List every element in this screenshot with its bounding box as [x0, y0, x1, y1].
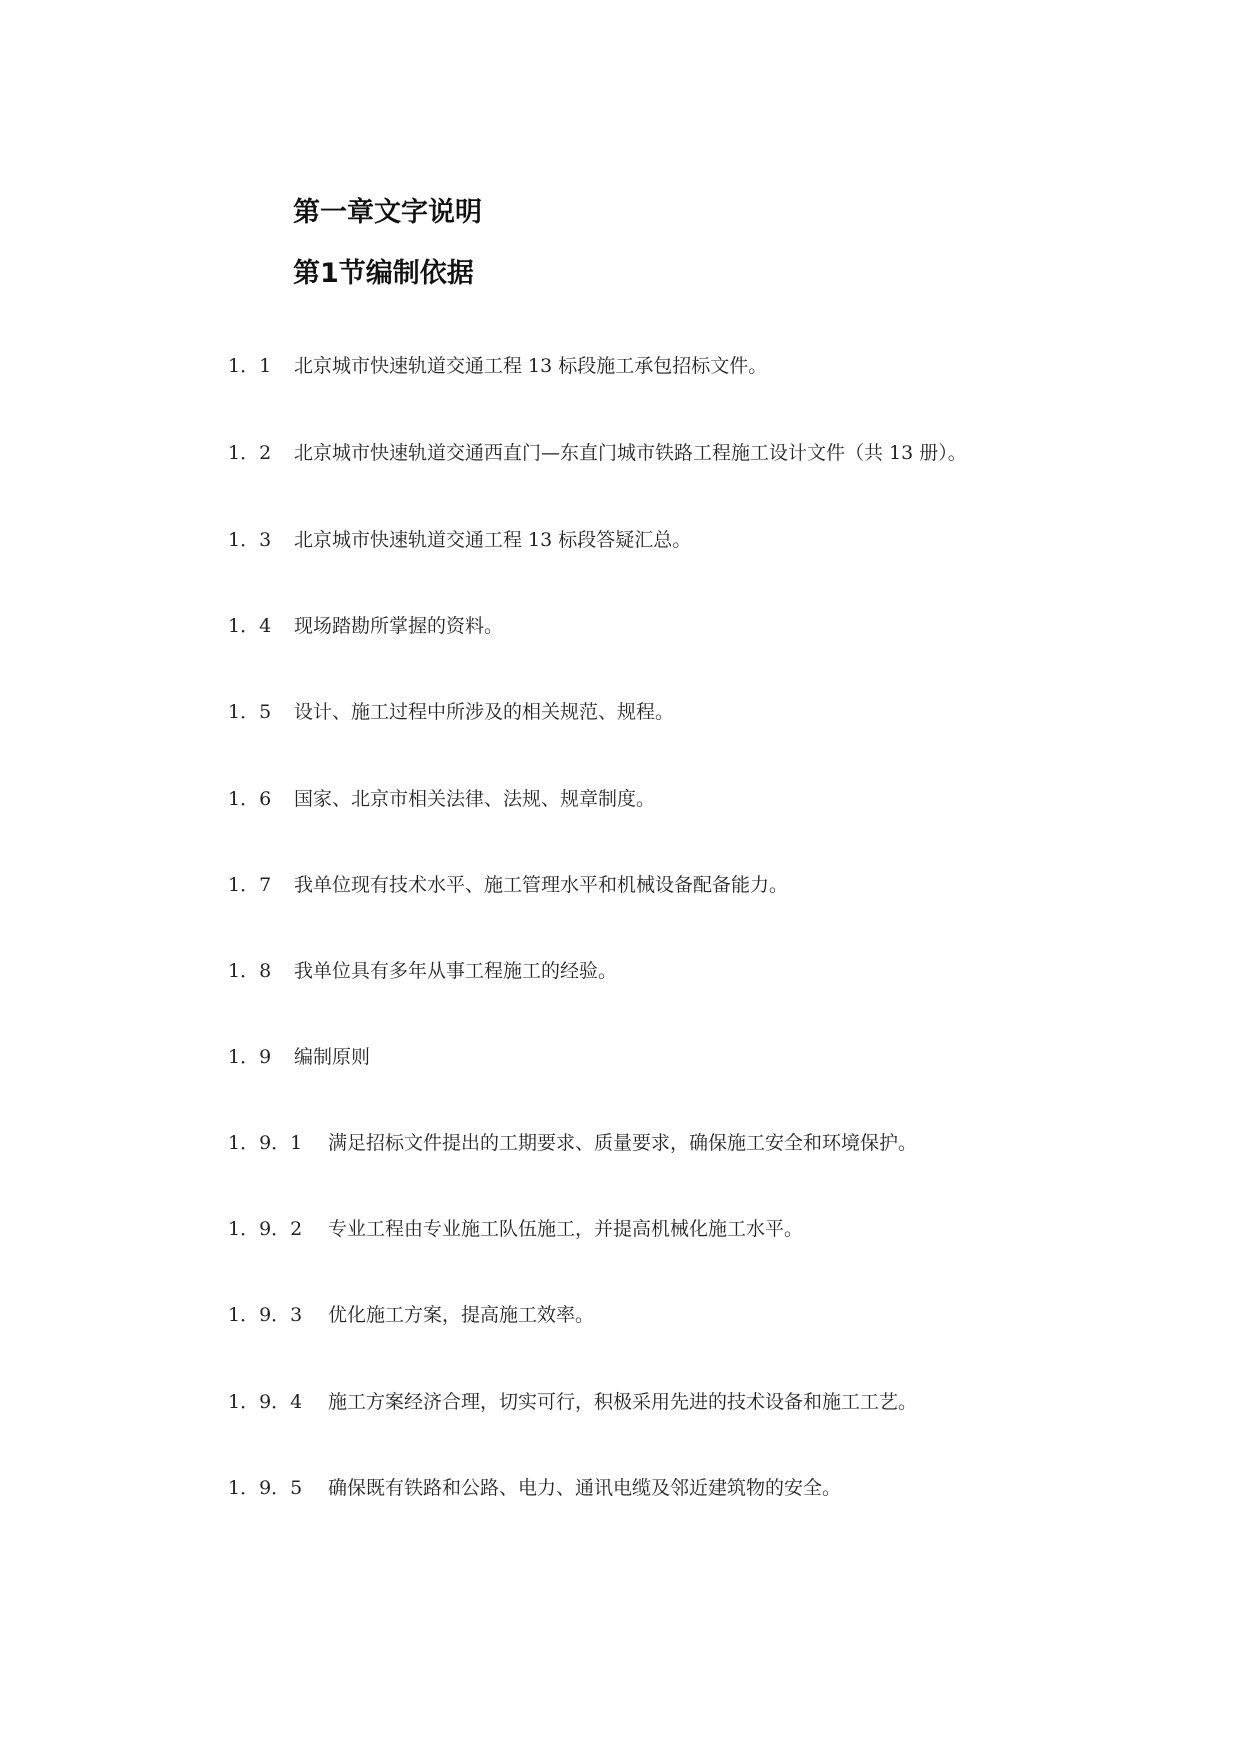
item-number: 1．4 [228, 615, 272, 637]
section-title: 第1节编制依据 [293, 258, 474, 289]
list-item [228, 1045, 370, 1069]
item-text: 北京城市快速轨道交通工程 13 标段施工承包招标文件。 [294, 355, 768, 377]
item-number: 1．1 [228, 355, 272, 377]
list-item [228, 873, 788, 897]
chapter-title: 第一章文字说明 [293, 197, 482, 228]
item-text: 编制原则 [294, 1046, 371, 1068]
item-text: 优化施工方案，提高施工效率。 [328, 1304, 595, 1326]
item-number: 1．7 [228, 874, 272, 896]
list-item [228, 441, 967, 465]
item-text: 北京城市快速轨道交通西直门—东直门城市铁路工程施工设计文件（共 13 册）。 [294, 442, 967, 464]
item-number: 1．9 [228, 1046, 272, 1068]
item-number: 1．9．5 [228, 1477, 303, 1499]
item-number: 1．8 [228, 960, 272, 982]
item-number: 1．9．2 [228, 1218, 303, 1240]
item-text: 国家、北京市相关法律、法规、规章制度。 [294, 788, 656, 810]
sub-list-item [228, 1131, 917, 1155]
item-text: 设计、施工过程中所涉及的相关规范、规程。 [294, 701, 675, 723]
item-text: 我单位具有多年从事工程施工的经验。 [294, 960, 618, 982]
list-item [228, 614, 503, 638]
item-number: 1．9．3 [228, 1304, 303, 1326]
list-item [228, 700, 674, 724]
item-number: 1．6 [228, 788, 272, 810]
item-number: 1．5 [228, 701, 272, 723]
list-item [228, 787, 655, 811]
item-number: 1．9．4 [228, 1391, 303, 1413]
item-text: 满足招标文件提出的工期要求、质量要求，确保施工安全和环境保护。 [328, 1132, 918, 1154]
item-number: 1．2 [228, 442, 272, 464]
item-text: 北京城市快速轨道交通工程 13 标段答疑汇总。 [294, 529, 692, 551]
sub-list-item [228, 1476, 841, 1500]
item-number: 1．9．1 [228, 1132, 303, 1154]
list-item [228, 959, 617, 983]
list-item [228, 528, 691, 552]
sub-list-item [228, 1217, 803, 1241]
sub-list-item [228, 1390, 917, 1414]
item-text: 专业工程由专业施工队伍施工，并提高机械化施工水平。 [328, 1218, 804, 1240]
item-text: 施工方案经济合理，切实可行，积极采用先进的技术设备和施工工艺。 [328, 1391, 918, 1413]
item-number: 1．3 [228, 529, 272, 551]
item-text: 确保既有铁路和公路、电力、通讯电缆及邻近建筑物的安全。 [328, 1477, 842, 1499]
list-item [228, 354, 767, 378]
item-text: 我单位现有技术水平、施工管理水平和机械设备配备能力。 [294, 874, 789, 896]
sub-list-item [228, 1303, 594, 1327]
item-text: 现场踏勘所掌握的资料。 [294, 615, 504, 637]
